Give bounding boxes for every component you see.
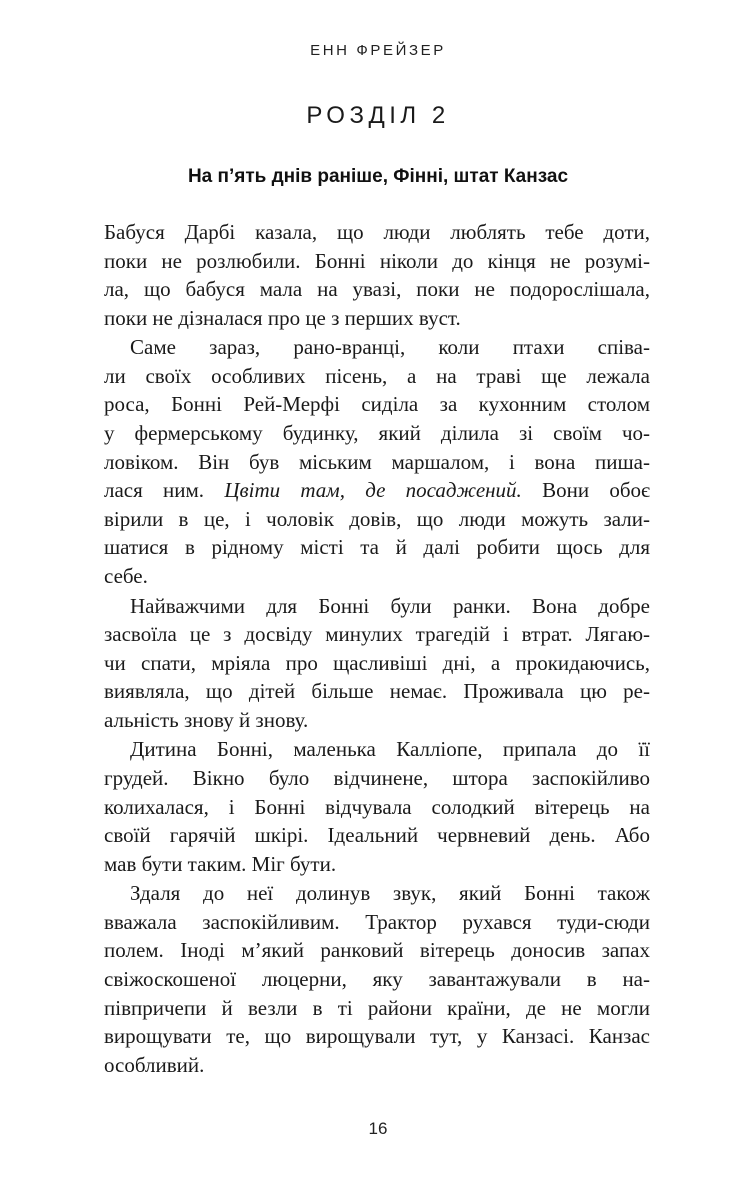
text-line: вважала заспокійливим. Трактор рухався туди-сюди [104,909,650,934]
text-line: у фермерському будинку, який ділила зі своїм чо- [104,421,650,446]
text-line: особливий. [104,1052,205,1077]
text-line: засвоїла це з досвіду минулих трагедій і втрат. Лягаю- [104,622,650,647]
paragraph-5 [104,879,650,1079]
text-line: шатися в рідному місті та й далі робити щось для [104,535,650,560]
text-line: Бабуся Дарбі казала, що люди люблять тебе доти, [104,220,650,244]
text-line: своїй гарячій шкірі. Ідеальний червневий день. Або [104,823,650,848]
text-line: грудей. Вікно було відчинене, штора заспокійливо [104,765,650,790]
text-line: поки не дізналася про це з перших вуст. [104,305,461,330]
text-line: ли своїх особливих пісень, а на траві ще лежала [104,363,650,388]
text-line: Здаля до неї долинув звук, який Бонні також [130,881,650,906]
chapter-subtitle: На п’ять днів раніше, Фінні, штат Канзас [187,166,569,187]
text-line: ловіком. Він був міським маршалом, і вона пиша- [104,449,650,474]
text-line: себе. [104,564,148,589]
text-line: колихалася, і Бонні відчувала солодкий вітерець на [104,794,650,819]
text-line-with-italic [104,476,650,505]
text-line: півпричепи й везли в ті райони країни, де не могли [104,995,650,1020]
text-line: вірили в це, і чоловік довів, що люди можуть зали- [104,506,650,531]
paragraph-2 [104,333,650,590]
paragraph-1 [104,218,650,332]
page-number: 16 [368,1119,388,1138]
text-line: Найважчими для Бонні були ранки. Вона добре [130,593,650,618]
text-line: мав бути таким. Міг бути. [104,851,337,876]
text-segment: лася ним. [104,478,225,503]
text-line: чи спати, мріяла про щасливіші дні, а прокидаючись, [104,650,650,675]
text-line: полем. Іноді м’який ранковий вітерець доносив запах [104,938,650,963]
text-line: Дитина Бонні, маленька Каллiопе, припала до її [130,737,650,762]
text-line: вирощувати те, що вирощували тут, у Канзасі. Канзас [104,1024,650,1049]
text-segment: Вони обоє [521,478,650,503]
text-line: поки не розлюбили. Бонні ніколи до кінця не розумі- [104,248,650,273]
paragraph-3 [104,592,650,735]
text-line: роса, Бонні Рей-Мерфі сиділа за кухонним столом [104,392,650,417]
paragraph-4 [104,735,650,878]
text-line: ла, що бабуся мала на увазі, поки не подорослішала, [104,277,650,302]
text-line: свіжоскошеної люцерни, яку завантажували в на- [104,967,650,991]
body-text [104,218,650,1080]
italic-phrase: Цвіти там, де посаджений. [224,478,522,503]
text-line: альність знову й знову. [104,707,309,732]
chapter-title: РОЗДІЛ 2 [306,102,450,129]
text-line: Саме зараз, рано-вранці, коли птахи співа- [130,335,650,360]
running-head: ЕНН ФРЕЙЗЕР [310,42,446,59]
text-line: виявляла, що дітей більше немає. Проживала цю ре- [104,679,650,704]
